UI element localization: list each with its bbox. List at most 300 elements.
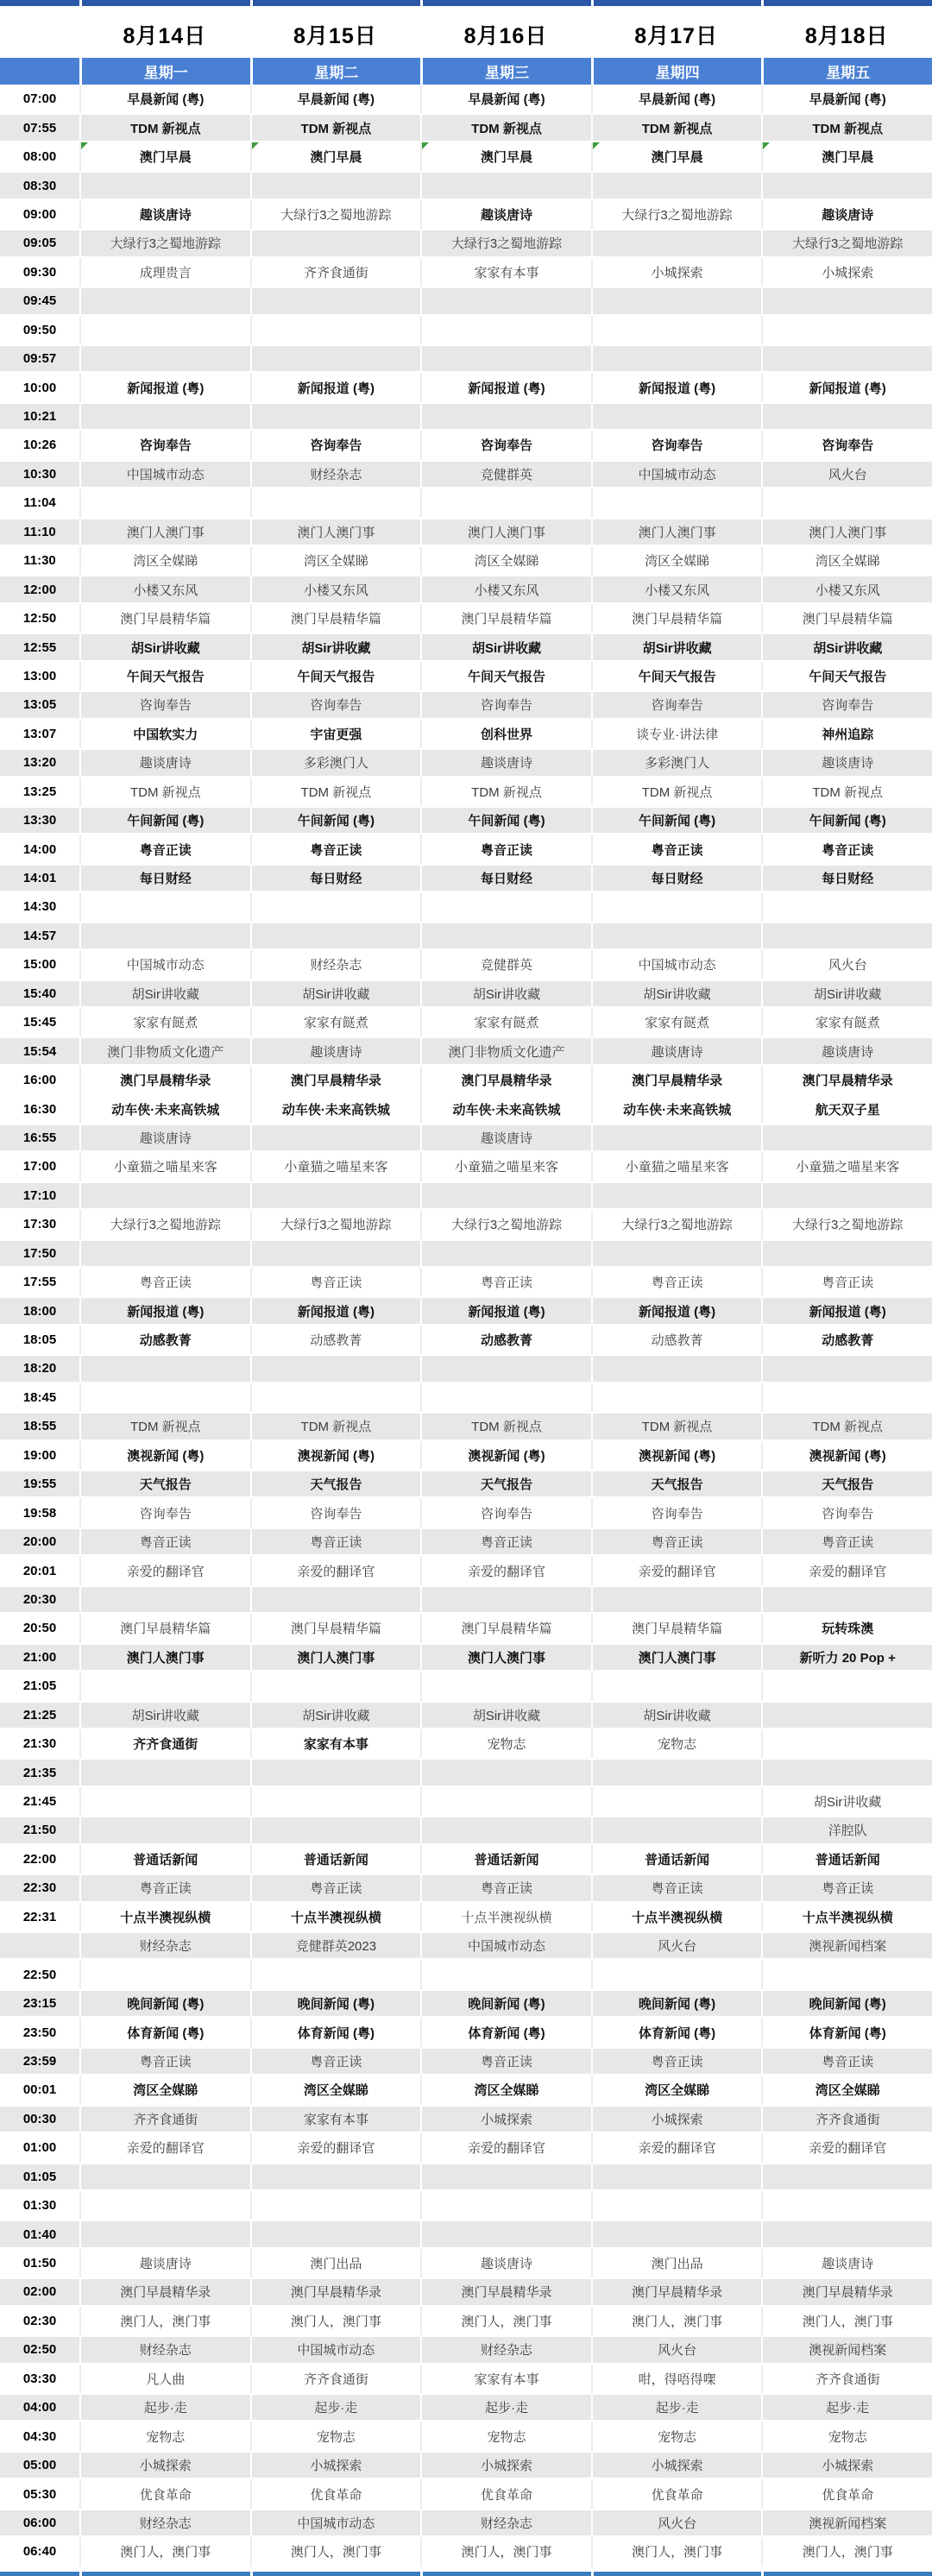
empty-cell	[250, 1356, 421, 1381]
program-title: TDM 新视点	[300, 1420, 372, 1435]
program-cell	[250, 546, 421, 575]
program-cell	[420, 692, 591, 717]
program-cell	[420, 1529, 591, 1554]
empty-cell	[591, 1183, 762, 1208]
program-title: 澳视新闻 (粤)	[468, 1448, 545, 1464]
program-cell	[420, 1556, 591, 1584]
schedule-row	[0, 1787, 932, 1816]
program-cell	[250, 1038, 421, 1063]
program-cell	[591, 1038, 762, 1063]
schedule-row	[0, 806, 932, 835]
empty-cell	[420, 923, 591, 948]
program-cell	[761, 808, 932, 833]
time-cell: 18:55	[0, 1414, 79, 1439]
time-cell: 20:30	[0, 1587, 79, 1612]
empty-cell	[420, 1960, 591, 1988]
program-title: 胡Sir讲收藏	[642, 640, 712, 656]
schedule-row	[0, 2393, 932, 2422]
program-title: 粤音正读	[651, 1275, 703, 1291]
program-title: 体育新闻 (粤)	[809, 2025, 886, 2041]
program-title: 粤音正读	[139, 842, 192, 858]
empty-cell	[79, 1960, 250, 1988]
weekday-header-cell: 星期三	[420, 58, 591, 85]
empty-cell	[250, 316, 421, 344]
program-cell	[591, 1441, 762, 1470]
empty-cell	[420, 2191, 591, 2220]
schedule-row	[0, 402, 932, 431]
program-cell	[79, 2107, 250, 2132]
time-cell: 14:57	[0, 923, 79, 948]
program-title: 家家有本事	[303, 2112, 368, 2127]
program-cell	[420, 1094, 591, 1123]
time-cell: 09:00	[22, 206, 57, 222]
time-cell: 08:00	[22, 149, 57, 165]
program-cell	[761, 576, 932, 601]
program-cell	[591, 1298, 762, 1323]
time-cell: 21:25	[0, 1703, 79, 1728]
program-cell	[79, 692, 250, 717]
program-title: 齐齐食通街	[815, 2112, 880, 2127]
program-title: 洋腔队	[828, 1823, 867, 1839]
program-title: 澳门早晨精华篇	[290, 1622, 381, 1637]
program-cell	[79, 866, 250, 891]
program-title: 澳视新闻 (粤)	[297, 1448, 375, 1464]
schedule-row	[0, 1239, 932, 1268]
program-title: 湾区全媒睇	[133, 554, 198, 570]
program-title: 粤音正读	[822, 842, 874, 858]
program-cell	[420, 1125, 591, 1150]
schedule-row	[0, 2479, 932, 2508]
program-cell	[79, 634, 250, 659]
program-title: 粤音正读	[480, 1535, 532, 1551]
program-cell	[250, 520, 421, 545]
program-title: 趣谈唐诗	[310, 1044, 362, 1060]
program-cell	[761, 2018, 932, 2046]
schedule-row	[0, 2133, 932, 2162]
program-title: 体育新闻 (粤)	[639, 2025, 716, 2041]
program-title: 中国城市动态	[126, 467, 205, 482]
program-title: 澳门早晨精华篇	[120, 1622, 211, 1637]
program-cell	[420, 200, 591, 229]
empty-cell	[591, 1760, 762, 1785]
program-title: 午间新闻 (粤)	[127, 814, 205, 829]
schedule-row	[0, 835, 932, 863]
time-cell: 15:54	[0, 1038, 79, 1063]
date-header-cell: 8月18日	[804, 24, 889, 48]
program-title: 亲爱的翻译官	[297, 2141, 375, 2157]
program-title: 湾区全媒睇	[474, 554, 539, 570]
program-cell	[420, 1845, 591, 1874]
empty-cell	[420, 1356, 591, 1381]
time-cell: 10:26	[22, 438, 57, 453]
program-cell	[420, 462, 591, 487]
empty-cell	[761, 1241, 932, 1266]
program-title: 动感教菁	[139, 1333, 192, 1349]
program-cell	[79, 1729, 250, 1758]
program-title: 胡Sir讲收藏	[471, 640, 541, 656]
program-title: 凡人曲	[146, 2371, 186, 2387]
empty-cell	[420, 892, 591, 921]
program-title: 湾区全媒睇	[815, 2083, 880, 2099]
program-cell	[761, 1614, 932, 1642]
program-title: 湾区全媒睇	[474, 2083, 539, 2099]
program-title: 胡Sir讲收藏	[131, 1708, 199, 1723]
program-cell	[761, 2395, 932, 2420]
program-title: 航天双子星	[815, 1102, 880, 1118]
program-title: 家家有本事	[303, 1737, 368, 1753]
program-title: 大绿行3之蜀地游踪	[621, 1218, 733, 1233]
program-cell	[79, 1703, 250, 1728]
program-title: 湾区全媒睇	[645, 554, 710, 570]
date-header-row	[0, 15, 932, 54]
empty-cell	[250, 1125, 421, 1150]
time-cell: 02:00	[0, 2279, 79, 2304]
program-title: 小城探索	[310, 2459, 362, 2474]
empty-cell	[250, 2191, 421, 2220]
program-title: 风火台	[828, 958, 867, 973]
program-title: 趣谈唐诗	[480, 756, 532, 772]
program-title: 澳门人澳门事	[809, 525, 887, 540]
program-cell	[591, 1875, 762, 1900]
empty-cell	[250, 1960, 421, 1988]
program-cell	[591, 1845, 762, 1874]
green-corner-marker-icon	[763, 142, 770, 149]
empty-cell	[420, 1383, 591, 1412]
program-title: 咨询奉告	[310, 698, 362, 714]
program-title: 起步·走	[143, 2401, 187, 2416]
program-title: 中国城市动态	[297, 2516, 375, 2531]
program-cell	[591, 1991, 762, 2016]
time-cell: 09:30	[22, 264, 57, 280]
schedule-row	[0, 2075, 932, 2104]
program-title: 宠物志	[487, 2429, 526, 2445]
program-cell	[79, 1298, 250, 1323]
program-cell	[250, 692, 421, 717]
program-title: 小城探索	[139, 2459, 192, 2474]
program-cell	[761, 258, 932, 287]
program-cell	[591, 1066, 762, 1094]
program-title: 十点半澳视纵横	[290, 1910, 381, 1925]
empty-cell	[79, 892, 250, 921]
program-title: 胡Sir讲收藏	[472, 986, 541, 1002]
empty-cell	[591, 316, 762, 344]
program-title: 宠物志	[146, 2429, 186, 2445]
program-cell	[420, 1614, 591, 1642]
program-cell	[761, 1094, 932, 1123]
schedule-row	[0, 2249, 932, 2277]
program-title: 早晨新闻 (粤)	[127, 92, 205, 108]
program-cell	[250, 720, 421, 748]
program-title: 体育新闻 (粤)	[127, 2025, 205, 2041]
program-cell	[250, 1729, 421, 1758]
time-cell: 06:00	[0, 2510, 79, 2535]
program-title: 优食革命	[651, 2487, 703, 2503]
schedule-row	[0, 113, 932, 142]
program-cell	[761, 866, 932, 891]
program-title: 宠物志	[658, 2429, 697, 2445]
program-title: TDM 新视点	[471, 784, 542, 800]
program-cell	[250, 2307, 421, 2335]
empty-cell	[761, 1960, 932, 1988]
empty-cell	[761, 1672, 932, 1700]
program-cell	[79, 2018, 250, 2046]
program-cell	[79, 2249, 250, 2277]
program-cell	[79, 2075, 250, 2104]
schedule-row	[0, 1960, 932, 1988]
program-title: 粤音正读	[822, 2054, 874, 2069]
program-title: 粤音正读	[480, 842, 532, 858]
program-cell	[761, 692, 932, 717]
program-title: 晚间新闻 (粤)	[468, 1997, 545, 2012]
program-title: 家家有餸煮	[474, 1016, 539, 1031]
program-title: 动车侠·未来高铁城	[111, 1102, 220, 1118]
program-title: 齐齐食通街	[133, 1737, 198, 1753]
time-cell: 00:01	[22, 2082, 57, 2098]
time-cell: 18:45	[22, 1389, 57, 1405]
program-title: 中国城市动态	[638, 958, 716, 973]
program-title: 普通话新闻	[303, 1852, 368, 1867]
program-cell	[591, 1903, 762, 1931]
empty-cell	[420, 316, 591, 344]
program-cell	[761, 1441, 932, 1470]
empty-cell	[79, 2221, 250, 2246]
program-cell	[591, 520, 762, 545]
program-title: 咁，得唔得㗎	[638, 2371, 716, 2387]
program-cell	[761, 1268, 932, 1296]
program-title: 家家有餸煮	[133, 1016, 198, 1031]
program-cell	[591, 2249, 762, 2277]
empty-cell	[591, 1125, 762, 1150]
empty-cell	[250, 1183, 421, 1208]
program-cell	[79, 1326, 250, 1354]
schedule-row	[0, 2422, 932, 2450]
empty-cell	[250, 1817, 421, 1842]
program-cell	[420, 546, 591, 575]
program-title: 风火台	[828, 467, 867, 482]
empty-cell	[420, 1760, 591, 1785]
empty-cell	[420, 288, 591, 313]
program-title: 多彩澳门人	[303, 756, 368, 772]
schedule-row	[0, 1412, 932, 1440]
program-cell	[761, 1008, 932, 1036]
schedule-row	[0, 1181, 932, 1210]
program-title: 普通话新闻	[133, 1852, 198, 1867]
schedule-row	[0, 2047, 932, 2075]
time-cell: 01:30	[22, 2198, 57, 2214]
program-title: 澳门人澳门事	[467, 525, 545, 540]
program-title: 午间新闻 (粤)	[809, 814, 886, 829]
program-title: 咨询奉告	[480, 1506, 532, 1521]
schedule-row	[0, 1470, 932, 1498]
program-cell	[250, 142, 421, 171]
program-cell	[761, 520, 932, 545]
date-header-cell: 8月16日	[463, 24, 548, 48]
program-cell	[420, 1703, 591, 1728]
program-cell	[761, 2422, 932, 2450]
empty-cell	[591, 1241, 762, 1266]
empty-cell	[420, 173, 591, 198]
program-cell	[761, 981, 932, 1006]
program-cell	[420, 1268, 591, 1296]
program-cell	[761, 1152, 932, 1181]
program-title: 天气报告	[480, 1477, 532, 1493]
program-title: 澳门早晨	[480, 150, 532, 166]
program-title: 澳门早晨精华篇	[802, 612, 893, 627]
program-cell	[761, 950, 932, 979]
program-cell	[250, 778, 421, 806]
program-title: 中国城市动态	[467, 1939, 545, 1955]
program-title: 粤音正读	[310, 842, 362, 858]
schedule-row	[0, 1354, 932, 1382]
schedule-row	[0, 748, 932, 777]
program-title: 小城探索	[822, 265, 874, 280]
program-cell	[79, 2337, 250, 2362]
program-title: 早晨新闻 (粤)	[297, 92, 375, 108]
schedule-row	[0, 690, 932, 719]
empty-cell	[591, 1960, 762, 1988]
empty-cell	[79, 1672, 250, 1700]
program-cell	[591, 1414, 762, 1439]
program-title: TDM 新视点	[812, 121, 884, 136]
program-cell	[591, 1498, 762, 1527]
empty-cell	[79, 1241, 250, 1266]
program-title: 澳视新闻档案	[809, 2343, 887, 2359]
program-cell	[79, 835, 250, 863]
program-title: 每日财经	[651, 872, 703, 887]
program-title: 财经杂志	[310, 467, 362, 482]
empty-cell	[591, 2164, 762, 2189]
program-title: 风火台	[658, 1939, 697, 1955]
program-title: 优食革命	[139, 2487, 192, 2503]
program-cell	[591, 2395, 762, 2420]
program-title: 起步·走	[655, 2401, 699, 2416]
program-cell	[591, 1326, 762, 1354]
empty-cell	[591, 1817, 762, 1842]
time-cell: 20:50	[22, 1621, 57, 1636]
program-title: 湾区全媒睇	[133, 2083, 198, 2099]
schedule-row	[0, 2220, 932, 2248]
program-cell	[79, 2479, 250, 2508]
top-border-rule	[0, 0, 932, 6]
program-cell	[79, 115, 250, 140]
program-cell	[250, 2249, 421, 2277]
schedule-row	[0, 778, 932, 806]
program-cell	[761, 2249, 932, 2277]
program-title: 胡Sir讲收藏	[643, 1708, 711, 1723]
schedule-row	[0, 287, 932, 315]
program-title: 新闻报道 (粤)	[468, 381, 545, 396]
schedule-row	[0, 1066, 932, 1094]
empty-cell	[420, 346, 591, 371]
time-cell: 22:30	[0, 1875, 79, 1900]
program-schedule-table	[0, 85, 932, 2567]
time-cell: 20:01	[22, 1563, 57, 1578]
empty-cell	[591, 1672, 762, 1700]
time-cell: 21:35	[0, 1760, 79, 1785]
schedule-row	[0, 2451, 932, 2479]
schedule-row	[0, 2277, 932, 2306]
program-cell	[79, 1614, 250, 1642]
empty-cell	[250, 1587, 421, 1612]
schedule-row	[0, 518, 932, 546]
schedule-row	[0, 171, 932, 199]
program-cell	[250, 1008, 421, 1036]
program-cell	[250, 1094, 421, 1123]
program-title: 澳门早晨精华篇	[290, 612, 381, 627]
program-title: 新闻报道 (粤)	[127, 1304, 205, 1319]
empty-cell	[591, 173, 762, 198]
program-cell	[420, 2422, 591, 2450]
program-title: 优食革命	[480, 2487, 532, 2503]
program-title: 澳门早晨精华篇	[632, 612, 723, 627]
empty-cell	[250, 230, 421, 255]
program-title: 趣谈唐诗	[651, 1044, 703, 1060]
program-title: 趣谈唐诗	[822, 756, 874, 772]
program-cell	[591, 431, 762, 459]
program-cell	[420, 2395, 591, 2420]
time-cell: 11:10	[0, 520, 79, 545]
program-title: 家家有本事	[474, 2371, 539, 2387]
time-cell: 10:21	[0, 404, 79, 429]
program-title: 午间天气报告	[297, 669, 375, 684]
program-cell	[591, 1152, 762, 1181]
schedule-row	[0, 1585, 932, 1614]
program-title: 澳门人澳门事	[297, 525, 375, 540]
program-cell	[79, 1498, 250, 1527]
empty-cell	[250, 923, 421, 948]
time-cell: 17:50	[0, 1241, 79, 1266]
empty-cell	[591, 2221, 762, 2246]
time-cell: 20:00	[0, 1529, 79, 1554]
program-title: 齐齐食通街	[815, 2371, 880, 2387]
program-cell	[591, 2307, 762, 2335]
program-cell	[79, 1414, 250, 1439]
time-cell: 18:00	[0, 1298, 79, 1323]
time-cell: 08:30	[0, 173, 79, 198]
program-title: 小城探索	[651, 265, 703, 280]
time-cell: 11:04	[23, 495, 56, 511]
time-cell: 14:00	[22, 841, 57, 857]
program-cell	[591, 1556, 762, 1584]
program-cell	[420, 1498, 591, 1527]
weekday-header-cell: 星期四	[591, 58, 762, 85]
program-title: 起步·走	[314, 2401, 358, 2416]
program-cell	[591, 1210, 762, 1238]
program-title: 亲爱的翻译官	[467, 1564, 545, 1579]
program-cell	[250, 2479, 421, 2508]
program-title: 澳门早晨精华录	[632, 1074, 723, 1089]
schedule-row	[0, 922, 932, 950]
empty-cell	[591, 2191, 762, 2220]
program-title: 大绿行3之蜀地游踪	[110, 236, 221, 252]
program-title: 澳门早晨精华录	[461, 1074, 552, 1089]
program-title: 早晨新闻 (粤)	[468, 92, 545, 108]
time-cell: 23:59	[0, 2049, 79, 2074]
program-cell	[79, 2537, 250, 2566]
program-title: 中国软实力	[133, 727, 198, 742]
program-title: 晚间新闻 (粤)	[809, 1997, 886, 2012]
program-cell	[591, 2365, 762, 2393]
program-cell	[250, 85, 421, 113]
program-cell	[420, 2075, 591, 2104]
program-title: 动感教菁	[480, 1333, 532, 1349]
time-cell: 01:50	[22, 2256, 57, 2271]
weekday-header-cell: 星期二	[250, 58, 421, 85]
program-cell	[761, 2453, 932, 2478]
program-cell	[79, 950, 250, 979]
program-cell	[79, 1645, 250, 1670]
program-cell	[591, 2018, 762, 2046]
